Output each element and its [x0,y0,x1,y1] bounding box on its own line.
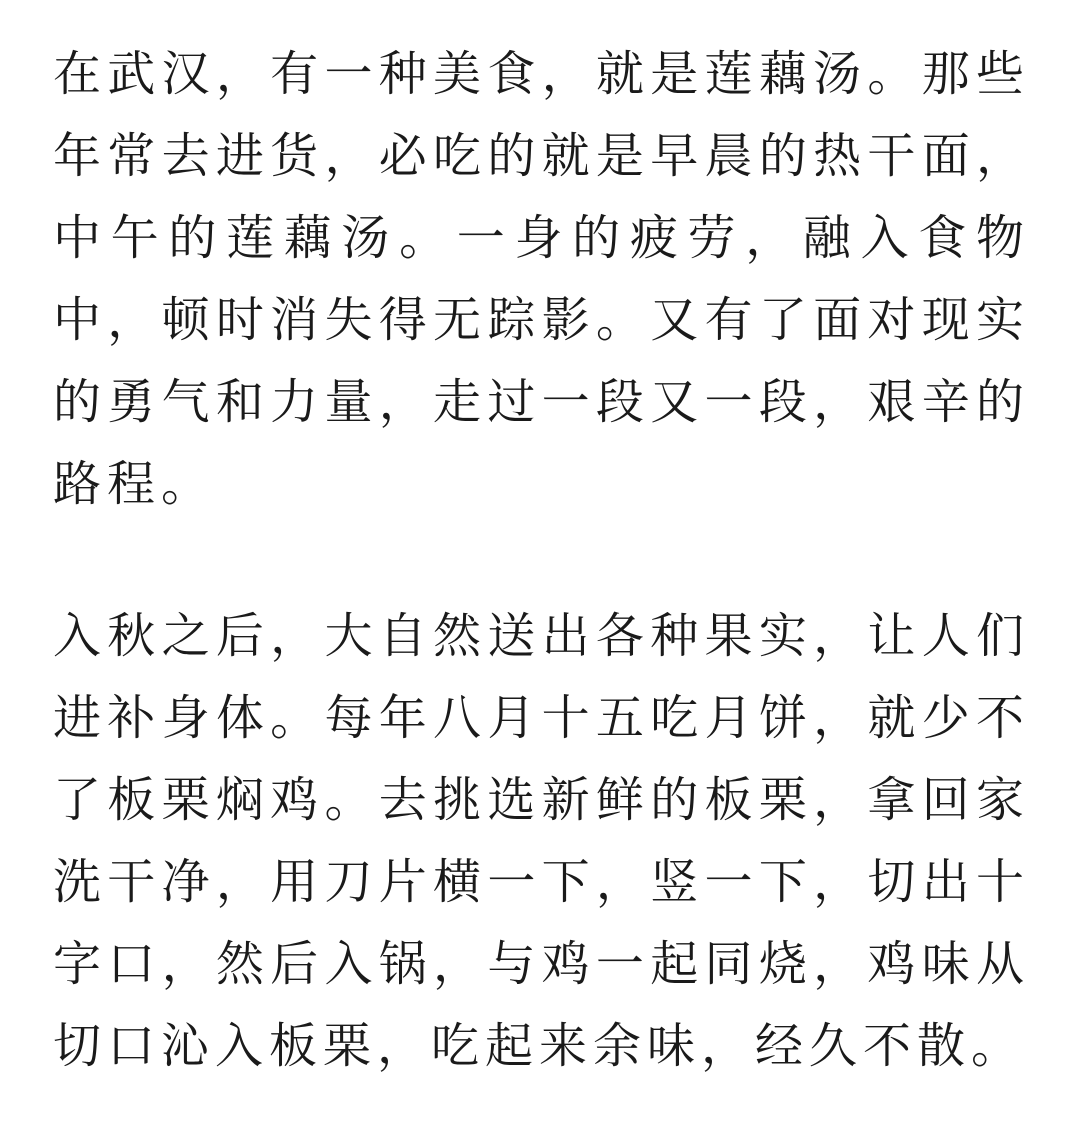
paragraph-lotus-root-soup: 在武汉，有一种美食，就是莲藕汤。那些年常去进货，必吃的就是早晨的热干面，中午的莲藕汤。一身的疲劳，融入食物中，顿时消失得无踪影。又有了面对现实的勇气和力量，走过一段又一段，艰辛的路程。 [53,46,1030,512]
paragraph-chestnut-chicken: 入秋之后，大自然送出各种果实，让人们进补身体。每年八月十五吃月饼，就少不了板栗焖鸡。去挑选新鲜的板栗，拿回家洗干净，用刀片横一下，竖一下，切出十字口，然后入锅，与鸡一起同烧，鸡味从切口沁入板栗，吃起来余味，经久不散。 [53,608,1030,1074]
